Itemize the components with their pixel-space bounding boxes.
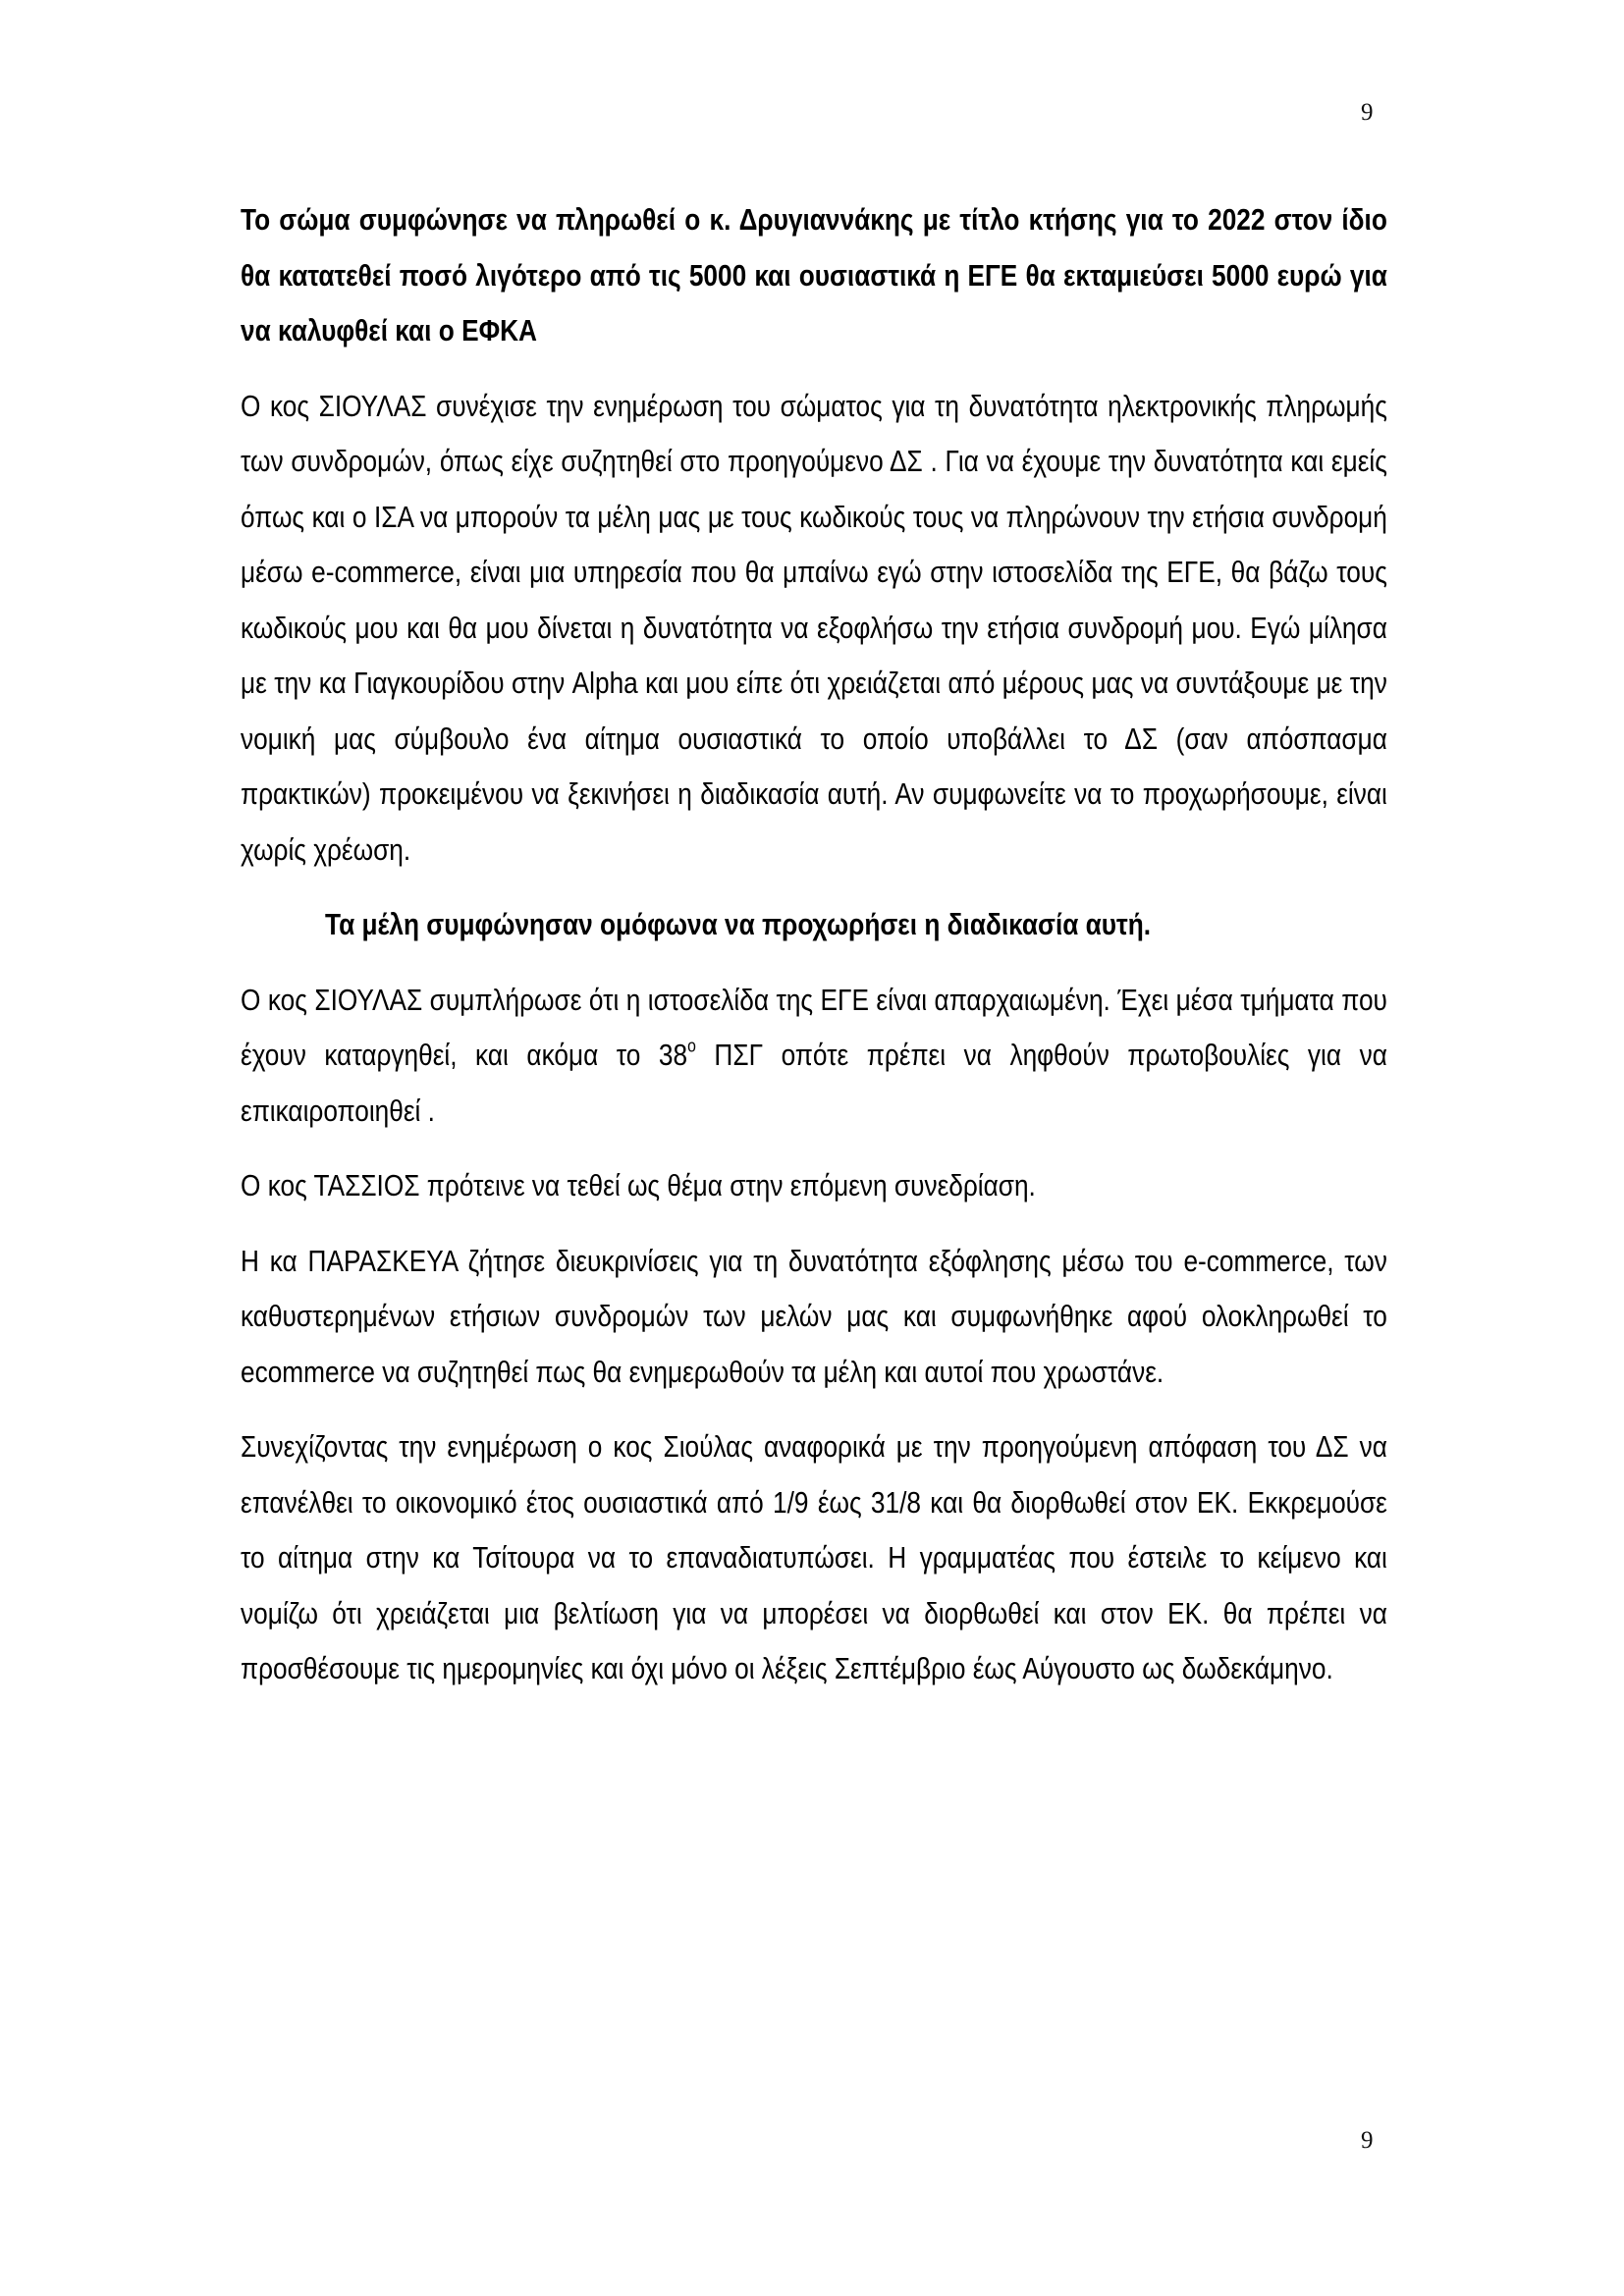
paragraph-text-part: ΠΣΓ οπότε πρέπει να ληφθούν πρωτοβουλίες για να επικαιροποιηθεί .	[241, 1039, 1387, 1128]
paragraph-fiscal-year-update: Συνεχίζοντας την ενημέρωση ο κος Σιούλας αναφορικά με την προηγούμενη απόφαση του ΔΣ να επανέλθει το οικονομικό έτος ουσιαστικά από 1/9 έως 31/8 και θα διορθωθεί στον ΕΚ. Εκκρεμούσε το αίτημα στην κα Τσίτουρα να το επαναδιατυπώσει. Η γραμματέας που έστειλε το κείμενο και νομίζω ότι χρειάζεται μια βελτίωση για να μπορέσει να διορθωθεί και στον ΕΚ. θα πρέπει να προσθέσουμε τις ημερομηνίες και όχι μόνο οι λέξεις Σεπτέμβριο έως Αύγουστο ως δωδεκάμηνο.	[241, 1430, 1387, 1685]
paragraph-paraskeva-request: Η κα ΠΑΡΑΣΚΕΥΑ ζήτησε διευκρινίσεις για τη δυνατότητα εξόφλησης μέσω του e-commerce, των καθυστερημένων ετήσιων συνδρομών των μελών μας και συμφωνήθηκε αφού ολοκληρωθεί το ecommerce να συζητηθεί πως θα ενημερωθούν τα μέλη και αυτοί που χρωστάνε.	[241, 1244, 1387, 1389]
header-page-number: 9	[1361, 99, 1374, 126]
paragraph-unanimous-decision: Τα μέλη συμφώνησαν ομόφωνα να προχωρήσει η διαδικασία αυτή.	[325, 908, 1152, 941]
ordinal-superscript: ο	[687, 1035, 696, 1056]
paragraph-payment-agreement: Το σώμα συμφώνησε να πληρωθεί ο κ. Δρυγιαννάκης με τίτλο κτήσης για το 2022 στον ίδιο θα κατατεθεί ποσό λιγότερο από τις 5000 και ουσιαστικά η ΕΓΕ θα εκταμιεύσει 5000 ευρώ για να καλυφθεί και ο ΕΦΚΑ	[241, 203, 1387, 347]
document-body	[241, 192, 1387, 1717]
paragraph-ecommerce-briefing: Ο κος ΣΙΟΥΛΑΣ συνέχισε την ενημέρωση του σώματος για τη δυνατότητα ηλεκτρονικής πληρωμής των συνδρομών, όπως είχε συζητηθεί στο προηγούμενο ΔΣ . Για να έχουμε την δυνατότητα και εμείς όπως και ο ΙΣΑ να μπορούν τα μέλη μας με τους κωδικούς τους να πληρώνουν την ετήσια συνδρομή μέσω e-commerce, είναι μια υπηρεσία που θα μπαίνω εγώ στην ιστοσελίδα της ΕΓΕ, θα βάζω τους κωδικούς μου και θα μου δίνεται η δυνατότητα να εξοφλήσω την ετήσια συνδρομή μου. Εγώ μίλησα με την κα Γιαγκουρίδου στην Alpha και μου είπε ότι χρειάζεται από μέρους μας να συντάξουμε με την νομική μας σύμβουλο ένα αίτημα ουσιαστικά το οποίο υποβάλλει το ΔΣ (σαν απόσπασμα πρακτικών) προκειμένου να ξεκινήσει η διαδικασία αυτή. Αν συμφωνείτε να το προχωρήσουμε, είναι χωρίς χρέωση.	[241, 389, 1387, 867]
paragraph-website-outdated	[241, 973, 1387, 1140]
footer-page-number: 9	[1361, 2127, 1374, 2154]
paragraph-tassios-proposal: Ο κος ΤΑΣΣΙΟΣ πρότεινε να τεθεί ως θέμα στην επόμενη συνεδρίαση.	[241, 1169, 1036, 1202]
paragraph-text-part: Ο κος ΣΙΟΥΛΑΣ συμπλήρωσε ότι η ιστοσελίδα της ΕΓΕ είναι απαρχαιωμένη. Έχει μέσα τμήματα που έχουν καταργηθεί, και ακόμα το 38	[241, 983, 1387, 1072]
